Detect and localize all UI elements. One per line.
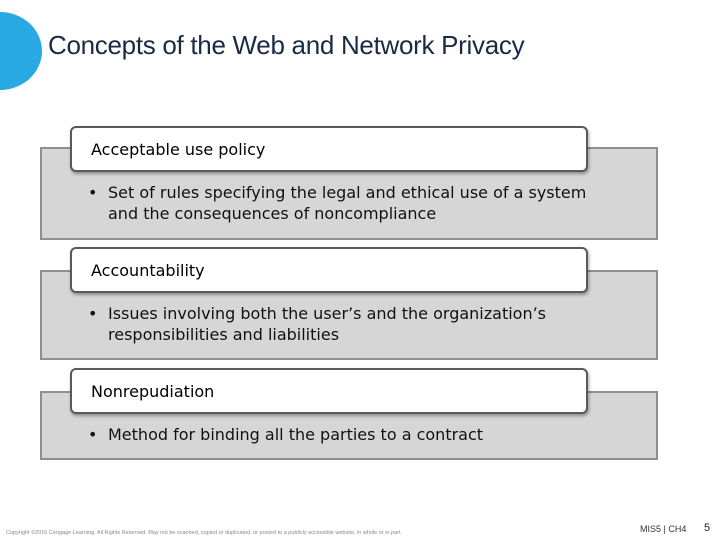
item-bullet-acceptable-use — [88, 182, 598, 224]
bullet-text: Issues involving both the user’s and the organization’s responsibilities and liabilities — [108, 304, 547, 344]
item-bullet-accountability — [88, 303, 598, 345]
item-heading-acceptable-use: Acceptable use policy — [70, 126, 588, 172]
bullet-marker: • — [88, 425, 98, 444]
bullet-marker: • — [88, 183, 98, 202]
page-number: 5 — [704, 522, 711, 534]
footer-copyright: Copyright ©2016 Cengage Learning. All Rights Reserved. May not be scanned, copied or duplicated, or posted to a publicly accessible website, in whole or in part. — [6, 530, 403, 536]
item-heading-nonrepudiation: Nonrepudiation — [70, 368, 588, 414]
bullet-text: Set of rules specifying the legal and ethical use of a system and the consequences of noncompliance — [108, 183, 587, 223]
footer-course-label: MIS5 | CH4 — [640, 524, 687, 534]
bullet-marker: • — [88, 304, 98, 323]
item-heading-accountability: Accountability — [70, 247, 588, 293]
accent-circle — [0, 12, 42, 90]
slide-title: Concepts of the Web and Network Privacy — [48, 30, 525, 60]
item-bullet-nonrepudiation — [88, 424, 598, 445]
bullet-text: Method for binding all the parties to a contract — [108, 425, 484, 444]
